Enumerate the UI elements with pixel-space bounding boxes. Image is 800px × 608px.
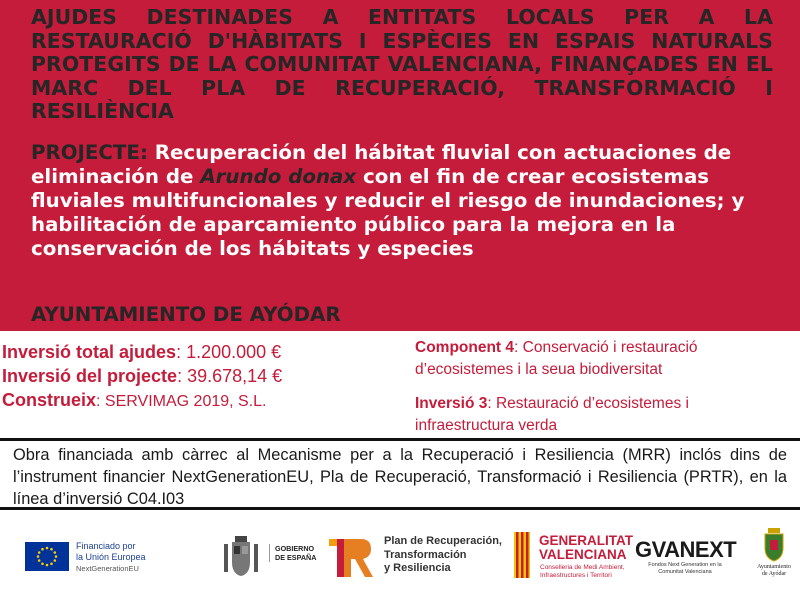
total-investment (2, 341, 402, 365)
project-label: PROJECTE: (31, 141, 148, 164)
builder (2, 389, 402, 413)
project-description (31, 141, 776, 261)
ayodar-shield-icon (763, 528, 785, 562)
aid-title: AJUDES DESTINADES A ENTITATS LOCALS PER A LA RESTAURACIÓ D'HÀBITATS I ESPÈCIES EN ESPAIS NATURALS PROTEGITS DE LA COMUNITAT VALENCIANA, FINANÇADES EN EL MARC DEL PLA DE RECUPERACIÓ, TRANSFORMACIÓ I RESILIÈNCIA (31, 5, 773, 124)
eu-funding-text (76, 541, 146, 574)
builder-label: Construeix (2, 390, 97, 410)
municipality-name: AYUNTAMIENTO DE AYÓDAR (31, 303, 341, 326)
eu-line-3: NextGenerationEU (76, 564, 139, 573)
logos-strip (0, 520, 800, 608)
investment-line (415, 393, 785, 437)
prtr-text (384, 535, 502, 576)
eu-line-2: la Unión Europea (76, 552, 146, 562)
project-text-2: con el fin de crear ecosistemas fluviales multifuncionales y reducir el riesgo de inundaciones; y habilitación de aparcamiento público para la mejora en la conservación de los hábitats y especies (31, 165, 745, 260)
component (415, 337, 785, 381)
gob-line-1: GOBIERNO (275, 544, 315, 553)
prtr-line-2: Transformación (384, 548, 467, 561)
eu-line-1: Financiado por (76, 541, 136, 551)
component-summary (415, 337, 785, 437)
gob-line-2: DE ESPAÑA (275, 553, 317, 562)
gvanext-subtitle: Fondos Next Generation en la Comunitat Valenciana (648, 562, 722, 575)
generalitat-emblem-icon (512, 530, 532, 580)
prtr-logo-icon (327, 533, 375, 583)
spain-coat-of-arms-icon (222, 534, 260, 580)
gv-line-2: VALENCIANA (539, 547, 627, 562)
financing-note: Obra financiada amb càrrec al Mecanisme per a la Recuperació i Resiliencia (MRR) inclós dins de l’instrument financier NextGenerationEU, Pla de Recuperació, Transformació i Resiliencia (PRTR), en la línea d’inversió C04.I03 (0, 438, 800, 510)
gv-sub-2: Infraestructures i Territori (540, 572, 612, 579)
investment-line-label: Inversió 3 (415, 395, 488, 412)
project-text-1: Recuperación del hábitat fluvial con actuaciones de eliminación de (31, 141, 732, 188)
eu-flag-icon (25, 542, 69, 571)
builder-value: : SERVIMAG 2019, S.L. (96, 393, 267, 410)
conselleria-text (540, 564, 625, 580)
component-label: Component 4 (415, 339, 515, 356)
project-investment-value: : 39.678,14 € (177, 366, 283, 386)
generalitat-text (539, 534, 633, 562)
project-investment-label: Inversió del projecte (2, 366, 178, 386)
total-investment-value: : 1.200.000 € (176, 342, 282, 362)
prtr-line-1: Plan de Recuperación, (384, 535, 502, 547)
project-investment (2, 365, 402, 389)
investment-line-value: : Restauració d’ecosistemes i infraestructura verda (415, 395, 689, 434)
ayodar-text (748, 564, 800, 578)
component-value: : Conservació i restauració d’ecosistemes i la seua biodiversitat (415, 339, 698, 378)
species-name: Arundo donax (200, 165, 357, 188)
prtr-line-3: y Resiliencia (384, 562, 451, 574)
gv-sub-1: Conselleria de Medi Ambient, (540, 564, 625, 571)
gvanext-logo: GVANEXT (635, 537, 737, 562)
gv-line-1: GENERALITAT (539, 533, 633, 548)
spain-government-text (269, 544, 316, 562)
investment-summary (2, 341, 402, 413)
total-investment-label: Inversió total ajudes (2, 342, 177, 362)
ayo-line-1: Ayuntamiento (757, 564, 791, 570)
ayo-line-2: de Ayódar (761, 571, 787, 577)
